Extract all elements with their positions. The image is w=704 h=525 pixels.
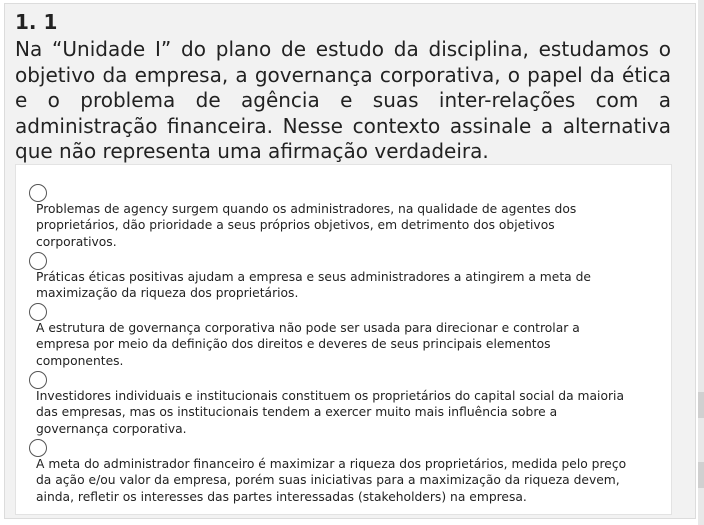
radio-button[interactable]	[29, 439, 47, 457]
option-text: Práticas éticas positivas ajudam a empresa e seus administradores a atingirem a meta de maximização da riqueza dos proprietários.	[36, 270, 591, 301]
radio-button[interactable]	[29, 252, 47, 270]
option-text: Investidores individuais e institucionais constituem os proprietários do capital social da maioria das empresas, mas os institucionais tendem a exercer muito mais influência sobre a governança corporativa.	[36, 389, 624, 436]
scrollbar-track[interactable]	[698, 0, 704, 525]
scrollbar-thumb[interactable]	[698, 462, 704, 488]
radio-button[interactable]	[29, 184, 47, 202]
radio-button[interactable]	[29, 303, 47, 321]
scrollbar-thumb[interactable]	[698, 392, 704, 418]
option-text: Problemas de agency surgem quando os administradores, na qualidade de agentes dos proprietários, dão prioridade a seus próprios objetivos, em detrimento dos objetivos corporativos.	[36, 202, 577, 249]
options-panel	[15, 164, 672, 515]
question-text: Na “Unidade I” do plano de estudo da disciplina, estudamos o objetivo da empresa, a governança corporativa, o papel da ética e o problema de agência e suas inter-relações com a administração financeira. Nesse contexto assinale a alternativa que não representa uma afirmação verdadeira.	[15, 37, 671, 163]
radio-button[interactable]	[29, 371, 47, 389]
option-text: A meta do administrador financeiro é maximizar a riqueza dos proprietários, medida pelo preço da ação e/ou valor da empresa, porém suas iniciativas para a maximização da riqueza devem, ainda, refletir os interesses das partes interessadas (stakeholders) na empresa.	[36, 457, 627, 504]
question-card	[4, 3, 696, 519]
question-number: 1. 1	[15, 10, 58, 34]
option-text: A estrutura de governança corporativa não pode ser usada para direcionar e controlar a empresa por meio da definição dos direitos e deveres de seus principais elementos componentes.	[36, 321, 580, 368]
